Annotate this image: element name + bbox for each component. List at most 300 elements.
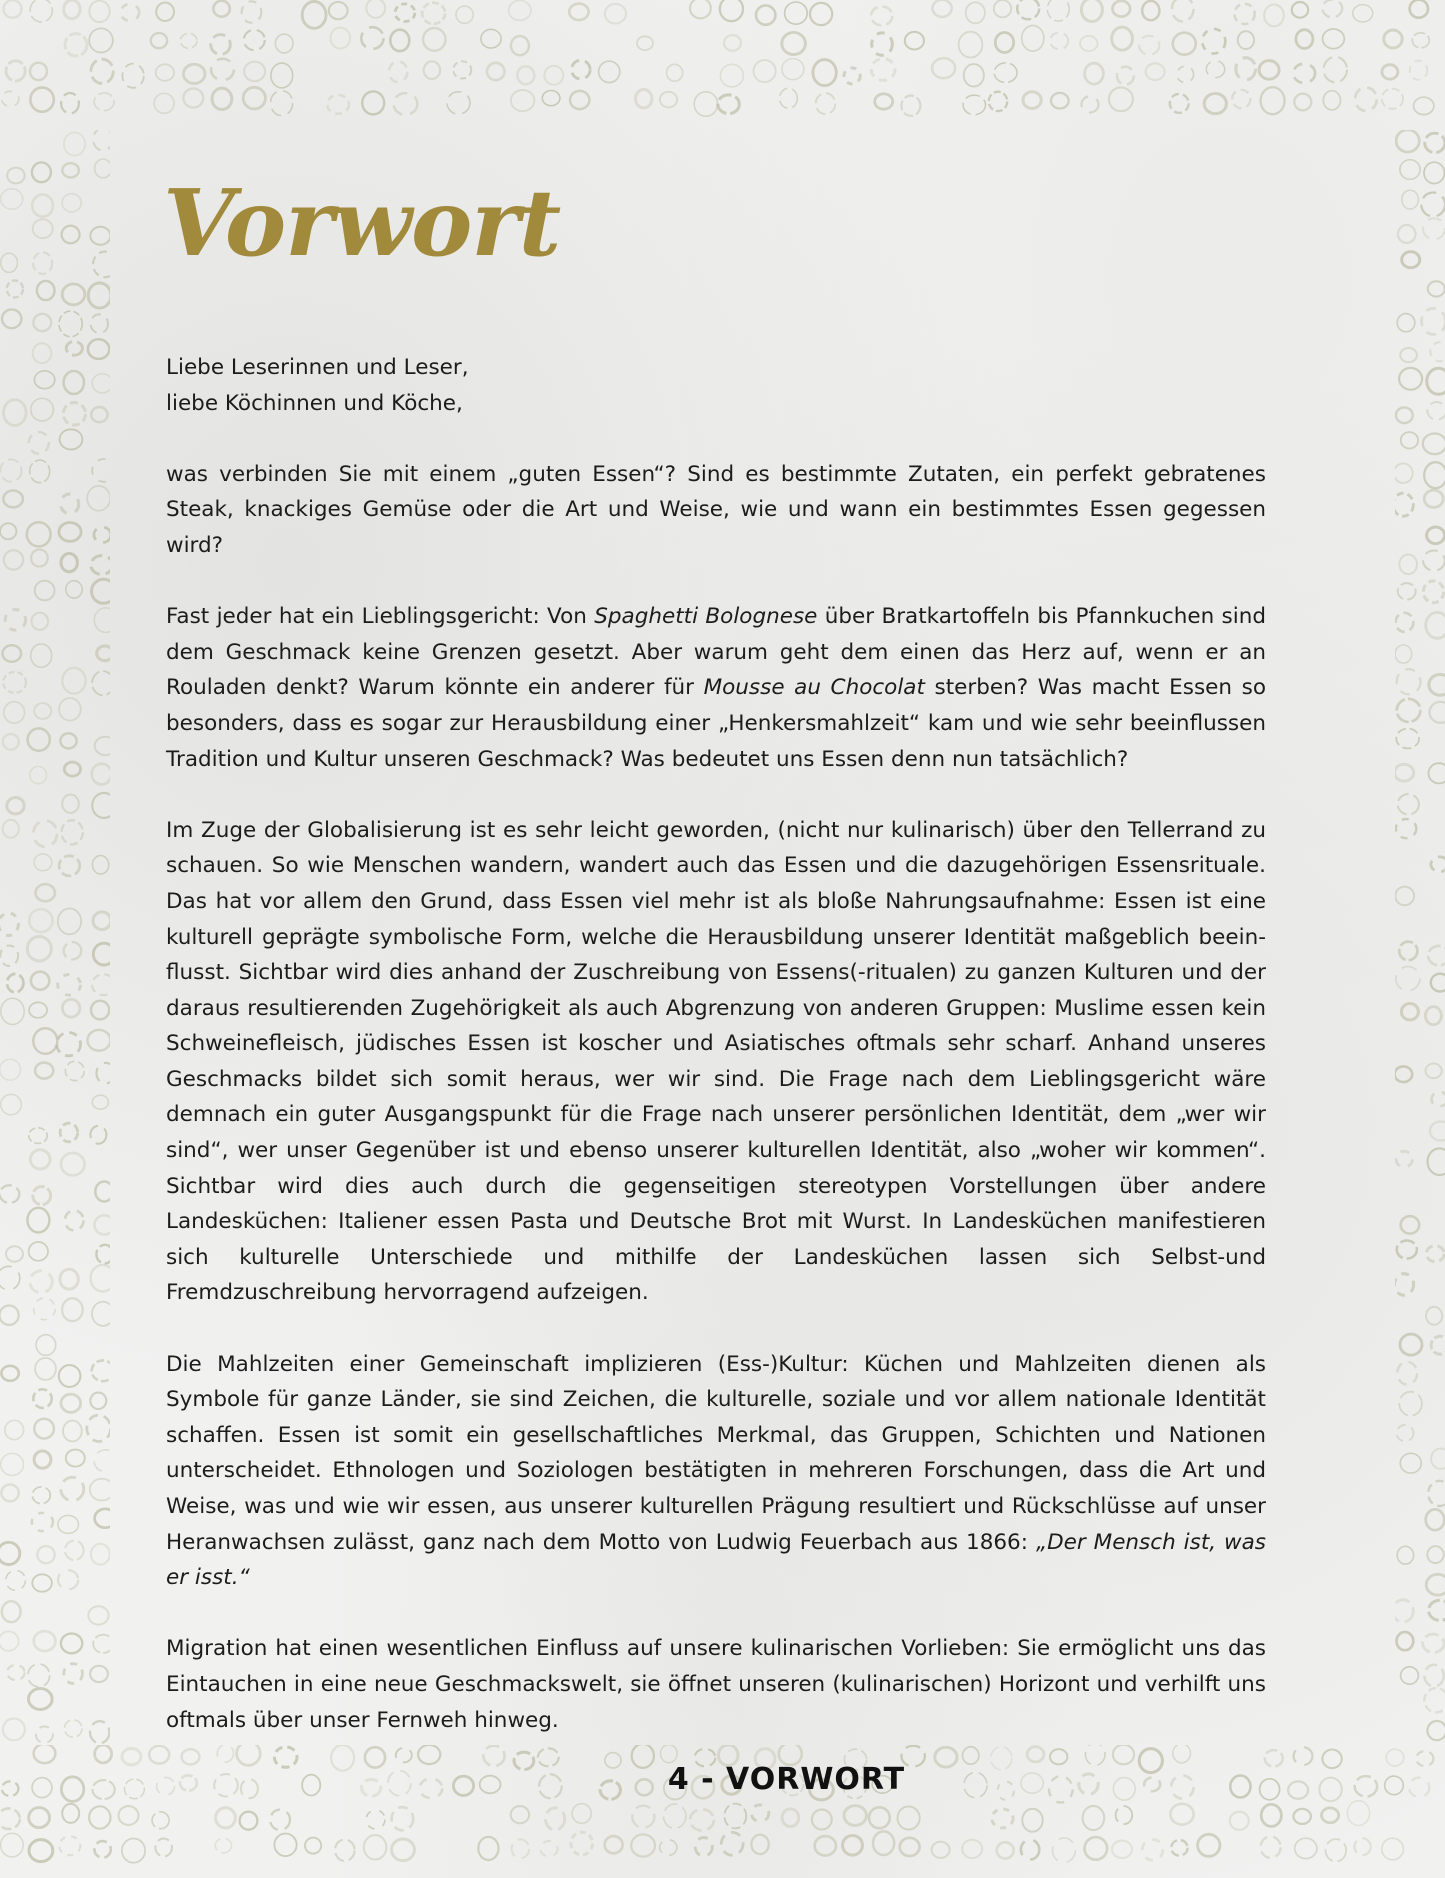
ring-pattern-mark	[34, 1298, 56, 1320]
ring-pattern-mark	[32, 613, 49, 630]
ring-pattern-mark	[32, 195, 53, 217]
ring-pattern-mark	[1402, 252, 1420, 268]
ring-pattern-mark	[872, 33, 893, 55]
ring-pattern-mark	[1428, 281, 1445, 296]
ring-pattern-mark	[1431, 1336, 1445, 1354]
ring-pattern-mark	[1017, 0, 1039, 19]
ring-pattern-mark	[1382, 1838, 1404, 1860]
ring-pattern-mark	[962, 1840, 982, 1858]
ring-pattern-mark	[66, 1450, 85, 1467]
ring-pattern-mark	[871, 59, 895, 81]
ring-pattern-mark	[64, 942, 81, 959]
ring-pattern-mark	[362, 91, 384, 114]
ring-pattern-mark	[183, 89, 203, 108]
ring-pattern-mark	[1397, 1362, 1417, 1385]
ring-pattern-mark	[90, 227, 110, 245]
ring-pattern-mark	[61, 554, 77, 572]
ring-pattern-mark	[3, 491, 23, 508]
ring-pattern-mark	[32, 1574, 52, 1591]
ring-pattern-mark	[271, 91, 293, 116]
ring-pattern-mark	[36, 884, 55, 901]
ring-pattern-mark	[1423, 1634, 1444, 1652]
ring-pattern-mark	[1396, 1151, 1412, 1167]
ring-pattern-mark	[65, 34, 87, 56]
ring-pattern-mark	[632, 1806, 654, 1828]
ring-pattern-mark	[1400, 160, 1420, 180]
ring-pattern-mark	[62, 1298, 83, 1321]
ring-pattern-mark	[121, 4, 140, 21]
ring-pattern-mark	[1355, 1838, 1371, 1855]
ring-pattern-mark	[844, 1806, 866, 1826]
ring-pattern-mark	[88, 1030, 111, 1051]
paragraph-5: Migration hat einen wesentlichen Einfluss auf unsere kulinarischen Vorlieben: Sie ermöglicht uns das Eintauchen in eine neue Geschmackswelt, sie öffnet unseren (kulinarischen) Horizont und verhilft uns oftmals über unser Fernweh hinweg.	[166, 1636, 1266, 1733]
ring-pattern-mark	[2, 309, 21, 328]
ring-pattern-mark	[122, 1839, 145, 1863]
ring-pattern-mark	[1431, 1449, 1445, 1469]
ring-pattern-mark	[212, 88, 232, 109]
ring-pattern-mark	[0, 523, 16, 539]
ring-pattern-mark	[1424, 462, 1445, 488]
ring-pattern-mark	[93, 252, 110, 278]
ring-pattern-mark	[1400, 348, 1417, 362]
ring-pattern-mark	[456, 6, 473, 23]
ring-pattern-mark	[570, 91, 589, 109]
ring-pattern-mark	[90, 1479, 110, 1501]
ring-pattern-mark	[33, 1389, 51, 1408]
ring-pattern-mark	[66, 581, 82, 598]
ring-pattern-mark	[1177, 66, 1194, 82]
ring-pattern-mark	[1353, 5, 1373, 22]
ring-pattern-mark	[1401, 1004, 1418, 1020]
ring-pattern-mark	[361, 27, 383, 49]
ring-pattern-mark	[0, 1059, 21, 1080]
ring-pattern-mark	[35, 1358, 56, 1380]
ring-pattern-mark	[58, 909, 81, 935]
ring-pattern-mark	[91, 556, 110, 575]
ring-pattern-mark	[60, 733, 76, 748]
paragraph-2-text-c: über Bratkartoffeln bis Pfannkuchen sind dem Geschmack keine Grenzen gesetzt. Aber warum geht dem einen das Herz auf, wenn er an Rouladen denkt? Warum könnte ein anderer für	[166, 604, 1267, 701]
ring-pattern-mark	[244, 62, 265, 81]
ring-pattern-mark	[34, 703, 51, 719]
ring-pattern-mark	[1424, 490, 1443, 507]
ring-pattern-mark	[1323, 91, 1340, 110]
ring-pattern-mark	[569, 4, 588, 20]
ring-pattern-mark	[1261, 1837, 1281, 1858]
ring-pattern-mark	[1424, 1665, 1443, 1687]
ring-pattern-mark	[0, 1185, 19, 1203]
ring-pattern-mark	[690, 1809, 714, 1830]
page-title: Vorwort	[163, 169, 561, 277]
ring-pattern-mark	[720, 64, 743, 87]
ring-pattern-mark	[1414, 97, 1434, 114]
paragraph-2-text-e: sterben? Was macht Essen so besonders, dass es sogar zur Herausbildung einer „Henkersmahlzeit“ kam und wie sehr beeinflussen Tradition und Kultur unseren Geschmack? Was bedeutet uns Essen denn nun tatsächlich?	[166, 675, 1266, 772]
ring-pattern-mark	[4, 400, 27, 426]
ring-pattern-mark	[59, 698, 81, 721]
ring-pattern-mark	[1427, 527, 1445, 544]
ring-pattern-mark	[542, 91, 560, 106]
ring-pattern-mark	[1047, 0, 1069, 21]
ring-pattern-mark	[1395, 645, 1412, 663]
ring-pattern-mark	[989, 92, 1007, 111]
ring-pattern-mark	[1170, 94, 1189, 113]
ring-pattern-mark	[154, 93, 174, 113]
ring-pattern-mark	[64, 371, 84, 394]
ring-pattern-mark	[1113, 1, 1131, 17]
ring-pattern-mark	[690, 0, 711, 18]
ring-pattern-mark	[1422, 308, 1445, 334]
ring-pattern-mark	[215, 1838, 231, 1853]
feuerbach-quote: „Der Mensch ist, was er isst.“	[166, 1529, 1267, 1591]
ring-pattern-mark	[89, 1806, 110, 1828]
ring-pattern-mark	[66, 341, 82, 355]
ring-pattern-mark	[6, 61, 25, 81]
ring-pattern-mark	[58, 1570, 78, 1589]
ring-pattern-mark	[1396, 819, 1416, 838]
ring-pattern-mark	[91, 59, 113, 83]
ring-pattern-mark	[1, 1485, 18, 1502]
ring-pattern-mark	[155, 1839, 172, 1857]
ring-pattern-mark	[1425, 133, 1445, 152]
ring-pattern-mark	[0, 1808, 20, 1829]
ring-pattern-mark	[963, 95, 985, 115]
paragraph-2	[166, 599, 1266, 777]
ring-pattern-mark	[1426, 1307, 1442, 1325]
ring-pattern-mark	[1395, 1600, 1413, 1622]
ring-pattern-mark	[1428, 1481, 1445, 1506]
ring-pattern-mark	[932, 58, 955, 78]
ring-pattern-mark	[724, 35, 741, 51]
ring-pattern-mark	[447, 92, 470, 114]
ring-pattern-mark	[31, 398, 54, 421]
ring-pattern-mark	[453, 61, 471, 78]
ring-pattern-mark	[1427, 1546, 1443, 1563]
ring-pattern-mark	[1430, 1121, 1445, 1140]
ring-pattern-mark	[572, 60, 591, 79]
ring-pattern-mark	[57, 1033, 81, 1056]
ring-pattern-border-left	[0, 130, 110, 1745]
ring-pattern-mark	[3, 734, 19, 750]
paragraph-2-text-a: Fast jeder hat ein Lieblingsgericht: Von	[166, 604, 595, 630]
ring-pattern-mark	[1401, 1667, 1419, 1684]
ring-pattern-mark	[0, 1631, 19, 1650]
ring-pattern-mark	[95, 737, 110, 755]
ring-pattern-mark	[95, 159, 110, 178]
ring-pattern-mark	[1082, 96, 1099, 112]
ring-pattern-mark	[1421, 193, 1445, 217]
ring-pattern-mark	[1295, 1838, 1317, 1858]
ring-pattern-mark	[605, 4, 626, 24]
ring-pattern-mark	[4, 0, 22, 18]
ring-pattern-mark	[87, 486, 110, 511]
ring-pattern-mark	[65, 1541, 84, 1560]
ring-pattern-mark	[1198, 1834, 1220, 1856]
ring-pattern-mark	[32, 162, 51, 182]
ring-pattern-mark	[1431, 857, 1445, 872]
ring-pattern-mark	[211, 35, 231, 55]
ring-pattern-mark	[92, 1302, 110, 1326]
ring-pattern-mark	[813, 60, 836, 86]
ring-pattern-mark	[810, 3, 832, 25]
ring-pattern-mark	[274, 1834, 296, 1857]
ring-pattern-mark	[1395, 887, 1414, 906]
ring-pattern-mark	[7, 798, 24, 814]
ring-pattern-mark	[1050, 33, 1068, 50]
ring-pattern-mark	[211, 59, 234, 80]
ring-pattern-mark	[1401, 1216, 1420, 1233]
ring-pattern-mark	[1023, 92, 1041, 109]
ring-pattern-mark	[90, 1721, 109, 1743]
ring-pattern-mark	[59, 1365, 81, 1387]
ring-pattern-mark	[1397, 699, 1421, 722]
ring-pattern-mark	[873, 1831, 894, 1855]
ring-pattern-mark	[94, 527, 110, 543]
ring-pattern-mark	[815, 1836, 836, 1855]
ring-pattern-mark	[718, 95, 739, 114]
ring-pattern-mark	[511, 90, 534, 111]
paragraph-1: was verbinden Sie mit einem „guten Essen“? Sind es bestimmte Zutaten, ein perfekt gebratenes Steak, knackiges Gemüse oder die Art und Weise, wie und wann ein bestimmtes Essen gegessen wird?	[166, 461, 1266, 558]
ring-pattern-mark	[31, 550, 48, 567]
ring-pattern-mark	[64, 0, 80, 19]
ring-pattern-mark	[92, 579, 111, 603]
ring-pattern-mark	[422, 3, 445, 24]
ring-pattern-mark	[1293, 64, 1315, 83]
ring-pattern-mark	[636, 90, 652, 108]
ring-pattern-mark	[1384, 30, 1402, 48]
ring-pattern-mark	[1264, 5, 1284, 27]
ring-pattern-mark	[30, 63, 47, 80]
ring-pattern-mark	[240, 1812, 258, 1830]
ring-pattern-mark	[1116, 1806, 1133, 1824]
greeting	[166, 350, 1266, 421]
ring-pattern-mark	[1396, 729, 1419, 749]
ring-pattern-mark	[29, 1128, 47, 1144]
ring-pattern-mark	[1238, 31, 1254, 49]
ring-pattern-mark	[1053, 1838, 1076, 1863]
ring-pattern-mark	[394, 93, 418, 115]
ring-pattern-mark	[180, 33, 197, 48]
ring-pattern-mark	[511, 1806, 529, 1823]
ring-pattern-mark	[62, 820, 83, 844]
ring-pattern-mark	[871, 6, 892, 25]
ring-pattern-mark	[62, 226, 80, 244]
ring-pattern-mark	[61, 1394, 81, 1412]
ring-pattern-mark	[754, 60, 776, 82]
ring-pattern-mark	[1, 998, 24, 1024]
ring-pattern-mark	[92, 374, 110, 393]
ring-pattern-mark	[1355, 88, 1377, 111]
ring-pattern-mark	[1429, 763, 1445, 783]
ring-pattern-mark	[91, 314, 108, 333]
ring-pattern-mark	[933, 0, 952, 17]
ring-pattern-mark	[1423, 551, 1445, 571]
ring-pattern-mark	[30, 460, 50, 483]
ring-pattern-mark	[29, 1840, 53, 1862]
ring-pattern-mark	[94, 1841, 110, 1858]
ring-pattern-mark	[964, 64, 984, 86]
ring-pattern-mark	[90, 1666, 108, 1682]
ring-pattern-mark	[29, 1002, 47, 1017]
ring-pattern-mark	[1395, 493, 1413, 516]
ring-pattern-mark	[1426, 1509, 1445, 1530]
ring-pattern-mark	[875, 94, 893, 109]
ring-pattern-mark	[65, 1061, 84, 1080]
ring-pattern-mark	[122, 64, 143, 88]
ring-pattern-mark	[92, 459, 110, 482]
ring-pattern-mark	[59, 311, 82, 337]
ring-pattern-mark	[1396, 613, 1414, 632]
ring-pattern-mark	[29, 1689, 53, 1710]
ring-pattern-mark	[1202, 29, 1225, 54]
ring-pattern-mark	[94, 1450, 110, 1472]
ring-pattern-mark	[1, 1366, 18, 1381]
dish-mousse-au-chocolat: Mousse au Chocolat	[703, 675, 925, 701]
ring-pattern-mark	[63, 1421, 82, 1442]
ring-pattern-mark	[1399, 555, 1417, 575]
ring-pattern-mark	[1400, 1453, 1421, 1473]
ring-pattern-mark	[1429, 674, 1445, 695]
ring-pattern-mark	[213, 1, 229, 17]
ring-pattern-mark	[59, 856, 80, 876]
ring-pattern-mark	[816, 93, 836, 114]
ring-pattern-mark	[62, 1804, 79, 1823]
ring-pattern-mark	[997, 1842, 1014, 1858]
ring-pattern-mark	[780, 88, 798, 108]
ring-pattern-mark	[1400, 1334, 1422, 1355]
ring-pattern-mark	[1083, 1806, 1105, 1830]
ring-pattern-mark	[89, 1, 109, 22]
ring-pattern-mark	[36, 1726, 53, 1742]
ring-pattern-mark	[511, 36, 529, 55]
paragraph-4-text-a: Die Mahlzeiten einer Gemeinschaft implizieren (Ess-)Kultur: Küchen und Mahlzeiten dienen als Symbole für ganze Länder, sie sind Zeichen, die kulturelle, soziale und vor allem nationale Identität schaffen. Essen ist somit ein gesellschaftliches Merkmal, das Gruppen, Schichten und Nationen unterscheidet. Ethnologen und Soziologen bestätigten in mehreren Forschungen, dass die Art und Weise, was und wie wir essen, aus unserer kulturellen Prägung resultiert und Rückschlüsse auf unser Heranwachsen zulässt, ganz nach dem Motto von Ludwig Feuerbach aus 1866:	[166, 1351, 1266, 1555]
ring-pattern-mark	[271, 63, 293, 88]
ring-pattern-mark	[1428, 946, 1445, 965]
ring-pattern-mark	[335, 1840, 355, 1861]
ring-pattern-mark	[1021, 1840, 1039, 1860]
ring-pattern-mark	[5, 610, 25, 631]
ring-pattern-mark	[395, 4, 415, 22]
ring-pattern-mark	[96, 1245, 110, 1264]
ring-pattern-mark	[3, 820, 19, 838]
ring-pattern-mark	[92, 793, 110, 818]
ring-pattern-mark	[1423, 581, 1443, 603]
ring-pattern-mark	[1397, 1241, 1417, 1259]
ring-pattern-mark	[695, 1838, 712, 1857]
ring-pattern-mark	[28, 1664, 50, 1687]
ring-pattern-mark	[94, 1215, 110, 1234]
ring-pattern-mark	[62, 284, 85, 305]
ring-pattern-mark	[995, 33, 1013, 53]
ring-pattern-mark	[1427, 1721, 1445, 1740]
ring-pattern-mark	[1051, 93, 1069, 109]
ring-pattern-mark	[6, 1246, 23, 1261]
paragraph-3: Im Zuge der Globalisierung ist es sehr leicht geworden, (nicht nur kulinarisch) über den Tellerrand zu schauen. So wie Menschen wandern, wandert auch das Essen und die dazugehörigen Essensrituale. Das hat vor allem den Grund, dass Essen viel mehr ist als bloße Nahrungsaufnahme: Essen ist eine kulturell geprägte symbolische Form, welche die Herausbildung unserer Identität maßgeblich beeinflusst. Sichtbar wird dies anhand der Zuschreibung von Essens(-ritualen) zu ganzen Kulturen und der daraus resultierenden Zugehörigkeit als auch Abgrenzung von anderen Gruppen: Muslime essen kein Schweinefleisch, jüdisches Essen ist koscher und Asiatisches oftmals sehr scharf. Anhand unseres Geschmacks bildet sich somit heraus, wer wir sind. Die Frage nach dem Lieblingsgericht wäre demnach ein guter Ausgangspunkt für die Frage nach unserer persönlichen Identität, dem „wer wir sind“, wer unser Gegenüber ist und ebenso unserer kulturellen Identität, also „woher wir kommen“. Sichtbar wird dies auch durch die gegenseitigen stereotypen Vorstellungen über andere Landesküchen: Italiener essen Pasta und Deutsche Brot mit Wurst. In Landesküchen manifestieren sich kulturelle Unterschiede und mithilfe der Landesküchen lassen sich Selbst-und Fremdzuschreibung hervorragend aufzeigen.	[166, 817, 1266, 1306]
ring-pattern-mark	[59, 523, 81, 542]
ring-pattern-mark	[1170, 1804, 1193, 1825]
ring-pattern-mark	[571, 1832, 593, 1855]
ring-pattern-mark	[88, 339, 109, 359]
ring-pattern-mark	[156, 3, 174, 21]
ring-pattern-mark	[1402, 190, 1419, 209]
ring-pattern-mark	[7, 1665, 25, 1680]
ring-pattern-mark	[994, 0, 1011, 17]
ring-pattern-mark	[92, 764, 110, 785]
ring-pattern-mark	[390, 30, 409, 51]
ring-pattern-mark	[96, 1063, 110, 1084]
paragraph-4	[166, 1347, 1266, 1596]
ring-pattern-mark	[1395, 764, 1414, 781]
ring-pattern-mark	[1398, 225, 1416, 243]
ring-pattern-mark	[1429, 1600, 1445, 1620]
ring-pattern-mark	[33, 1187, 51, 1205]
ring-pattern-mark	[694, 92, 717, 117]
ring-pattern-mark	[61, 494, 79, 514]
ring-pattern-mark	[62, 194, 81, 212]
ring-pattern-mark	[270, 1810, 290, 1830]
ring-pattern-mark	[91, 1001, 109, 1020]
ring-pattern-mark	[92, 856, 108, 874]
ring-pattern-mark	[92, 671, 110, 695]
ring-pattern-mark	[1427, 402, 1445, 420]
ring-pattern-mark	[546, 1808, 565, 1830]
ring-pattern-mark	[959, 32, 983, 58]
ring-pattern-mark	[751, 1805, 768, 1822]
ring-pattern-mark	[1426, 1574, 1445, 1595]
ring-pattern-mark	[2, 91, 19, 106]
ring-pattern-mark	[62, 999, 79, 1017]
ring-pattern-mark	[59, 1836, 80, 1855]
ring-pattern-mark	[1347, 1801, 1369, 1826]
ring-pattern-mark	[33, 219, 53, 238]
ring-pattern-mark	[31, 972, 49, 990]
ring-pattern-mark	[1399, 942, 1417, 961]
ring-pattern-mark	[33, 1028, 57, 1054]
ring-pattern-mark	[302, 2, 326, 29]
ring-pattern-mark	[30, 766, 47, 783]
ring-pattern-mark	[898, 1806, 920, 1829]
ring-pattern-mark	[327, 95, 349, 114]
ring-pattern-mark	[667, 64, 683, 81]
ring-pattern-mark	[1, 1094, 22, 1114]
ring-pattern-mark	[1085, 1837, 1108, 1860]
ring-pattern-mark	[28, 728, 50, 750]
ring-pattern-mark	[812, 1810, 832, 1830]
ring-pattern-mark	[424, 61, 440, 79]
ring-pattern-mark	[33, 252, 52, 274]
ring-pattern-mark	[33, 314, 51, 331]
ring-pattern-mark	[4, 702, 25, 723]
ring-pattern-mark	[1399, 1392, 1422, 1416]
ring-pattern-mark	[1423, 218, 1445, 239]
ring-pattern-mark	[544, 66, 563, 85]
ring-pattern-mark	[0, 1542, 20, 1564]
ring-pattern-mark	[1426, 1246, 1444, 1262]
ring-pattern-border-top	[0, 0, 1445, 130]
ring-pattern-mark	[660, 1840, 677, 1856]
ring-pattern-mark	[183, 64, 205, 83]
ring-pattern-mark	[29, 1242, 48, 1261]
ring-pattern-mark	[1424, 1688, 1445, 1712]
ring-pattern-mark	[244, 30, 265, 50]
ring-pattern-mark	[994, 63, 1017, 83]
ring-pattern-mark	[2, 1601, 21, 1622]
ring-pattern-mark	[152, 1812, 169, 1829]
ring-pattern-mark	[1085, 63, 1104, 84]
ring-pattern-mark	[1235, 4, 1255, 24]
ring-pattern-mark	[92, 974, 110, 995]
ring-pattern-mark	[216, 1808, 236, 1828]
ring-pattern-mark	[509, 1, 531, 21]
ring-pattern-mark	[1, 253, 18, 272]
